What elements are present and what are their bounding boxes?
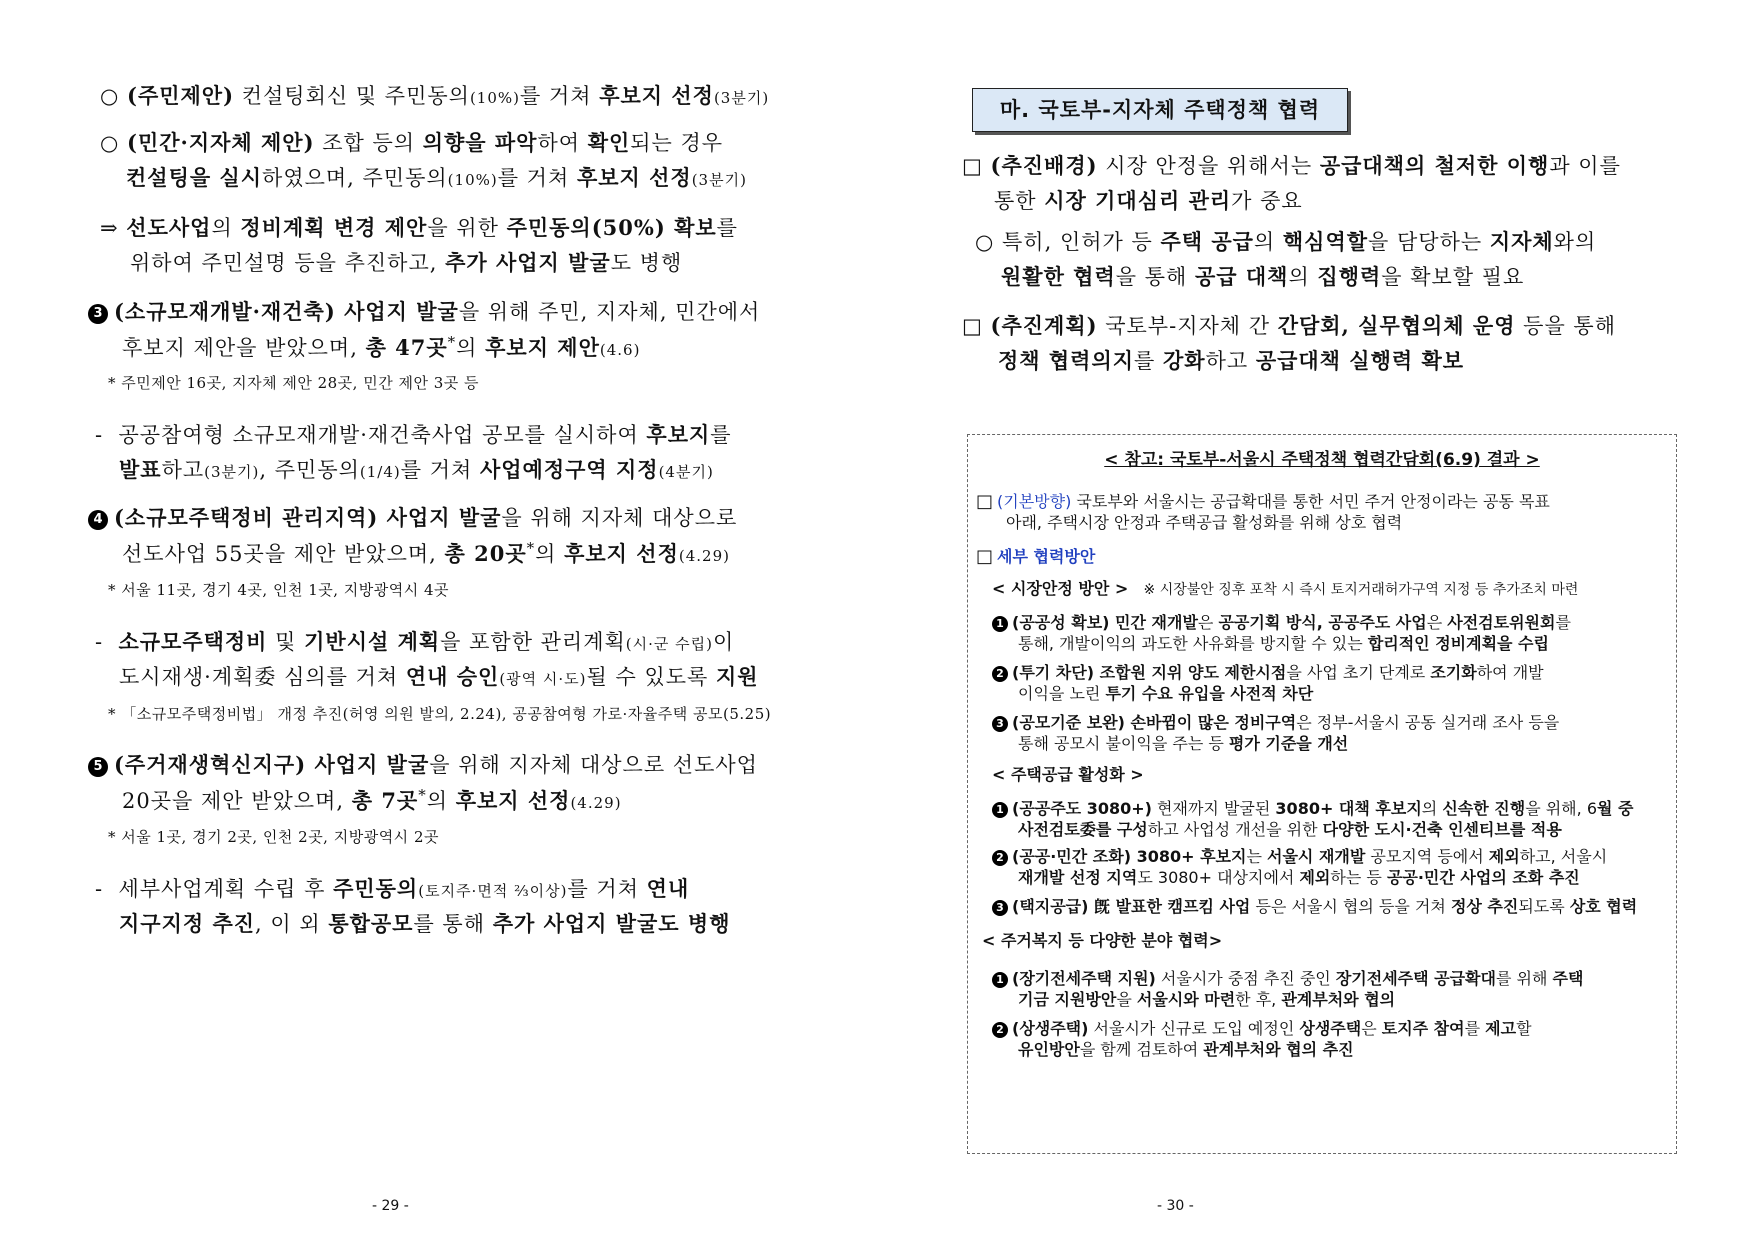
item-public-interest: 1 (공공성 확보) 민간 재개발은 공공기획 방식, 공공주도 사업은 사전검토위원회를 통해, 개발이익의 과도한 사유화를 방지할 수 있는 합리적인 정비계획을 수립 [992,613,1658,655]
paragraph-private-proposal: ○ (민간·지자체 제안) 조합 등의 의향을 파악하여 확인되는 경우 컨설팅을 실시하였으며, 주민동의(10%)를 거쳐 후보지 선정(3분기) [100,130,747,190]
item-public-3080: 1 (공공주도 3080+) 현재까지 발굴된 3080+ 대책 후보지의 신속한 진행을 위해, 6월 중 사전검토委를 구성하고 사업성 개선을 위한 다양한 도시·건축 인센티브를 적용 [992,799,1658,841]
paragraph-resident-proposal: ○ (주민제안) 컨설팅회신 및 주민동의(10%)를 거쳐 후보지 선정(3분기) [100,83,770,108]
paragraph-district-designation: - 세부사업계획 수립 후 주민동의(토지주·면적 ⅔이상)를 거쳐 연내 지구지정 추진, 이 외 통합공모를 통해 추가 사업지 발굴도 병행 [95,876,731,936]
paragraph-background: □ (추진배경) 시장 안정을 위해서는 공급대책의 철저한 이행과 이를 통한 시장 기대심리 관리가 중요 [962,153,1621,213]
footnote-law-amendment: * 「소규모주택정비법」 개정 추진(허영 의원 발의, 2.24), 공공참여형 가로·자율주택 공모(5.25) [108,705,772,723]
footnote-proposals: * 주민제안 16곳, 지자체 제안 28곳, 민간 제안 3곳 등 [108,374,479,392]
detail-heading: □ 세부 협력방안 [976,546,1096,567]
number-3-icon: 3 [88,304,108,324]
paragraph-management-plan: - 소규모주택정비 및 기반시설 계획을 포함한 관리계획(시·군 수립)이 도시재생·계획委 심의를 거쳐 연내 승인(광역 시·도)될 수 있도록 지원 [95,629,759,689]
item-land-supply: 3 (택지공급) 旣 발표한 캠프킴 사업 등은 서울시 협의 등을 거쳐 정상 추진되도록 상호 협력 [992,897,1658,918]
section-heading: 마. 국토부-지자체 주택정책 협력 [972,88,1348,132]
paragraph-leading-project: ⇒ 선도사업의 정비계획 변경 제안을 위한 주민동의(50%) 확보를 위하여 주민설명 등을 추진하고, 추가 사업지 발굴도 병행 [100,215,738,275]
number-5-icon: 5 [88,757,108,777]
item-criteria-improvement: 3 (공모기준 보완) 손바뀜이 많은 정비구역은 정부-서울시 공동 실거래 조사 등을 통해 공모시 불이익을 주는 등 평가 기준을 개선 [992,713,1658,755]
page-number-29: - 29 - [372,1198,409,1214]
paragraph-public-participation: - 공공참여형 소규모재개발·재건축사업 공모를 실시하여 후보지를 발표하고(3분기), 주민동의(1/4)를 거쳐 사업예정구역 지정(4분기) [95,422,732,482]
paragraph-plan: □ (추진계획) 국토부-지자체 간 간담회, 실무협의체 운영 등을 통해 정책 협력의지를 강화하고 공급대책 실행력 확보 [962,313,1616,373]
basic-direction: □ (기본방향) 국토부와 서울시는 공급확대를 통한 서민 주거 안정이라는 공동 목표 아래, 주택시장 안정과 주택공급 활성화를 위해 상호 협력 [976,491,1550,533]
paragraph-management-area: 4 (소규모주택정비 관리지역) 사업지 발굴을 위해 지자체 대상으로 선도사업 55곳을 제안 받았으며, 총 20곳*의 후보지 선정(4.29) [88,501,828,571]
paragraph-residential-regeneration: 5 (주거재생혁신지구) 사업지 발굴을 위해 지자체 대상으로 선도사업 20곳을 제안 받았으며, 총 7곳*의 후보지 선정(4.29) [88,748,828,818]
item-long-term-lease: 1 (장기전세주택 지원) 서울시가 중점 추진 중인 장기전세주택 공급확대를 위해 주택 기금 지원방안을 서울시와 마련한 후, 관계부처와 협의 [992,969,1658,1011]
item-speculation-block: 2 (투기 차단) 조합원 지위 양도 제한시점을 사업 초기 단계로 조기화하여 개발 이익을 노린 투기 수요 유입을 사전적 차단 [992,663,1658,705]
reference-title: < 참고: 국토부-서울시 주택정책 협력간담회(6.9) 결과 > [1104,450,1540,470]
page-number-30: - 30 - [1157,1198,1194,1214]
supply-header: < 주택공급 활성화 > [992,765,1144,784]
market-stability-header: < 시장안정 방안 > ※ 시장불안 징후 포착 시 즉시 토지거래허가구역 지정 등 추가조치 마련 [992,579,1579,598]
paragraph-small-redevelopment: 3 (소규모재개발·재건축) 사업지 발굴을 위해 주민, 지자체, 민간에서 후보지 제안을 받았으며, 총 47곳*의 후보지 제안(4.6) [88,295,828,365]
footnote-regions-7: * 서울 1곳, 경기 2곳, 인천 2곳, 지방광역시 2곳 [108,828,439,846]
item-public-private-harmony: 2 (공공·민간 조화) 3080+ 후보지는 서울시 재개발 공모지역 등에서 제외하고, 서울시 재개발 선정 지역도 3080+ 대상지에서 제외하는 등 공공·민간 사업의 조화 추진 [992,847,1658,889]
paragraph-local-cooperation: ○ 특히, 인허가 등 주택 공급의 핵심역할을 담당하는 지자체와의 원활한 협력을 통해 공급 대책의 집행력을 확보할 필요 [975,229,1597,289]
reference-box [967,434,1677,1154]
footnote-regions-20: * 서울 11곳, 경기 4곳, 인천 1곳, 지방광역시 4곳 [108,581,450,599]
welfare-header: < 주거복지 등 다양한 분야 협력> [982,931,1223,950]
item-coexistence-housing: 2 (상생주택) 서울시가 신규로 도입 예정인 상생주택은 토지주 참여를 제고할 유인방안을 함께 검토하여 관계부처와 협의 추진 [992,1019,1658,1061]
right-page [877,0,1754,1240]
number-4-icon: 4 [88,510,108,530]
